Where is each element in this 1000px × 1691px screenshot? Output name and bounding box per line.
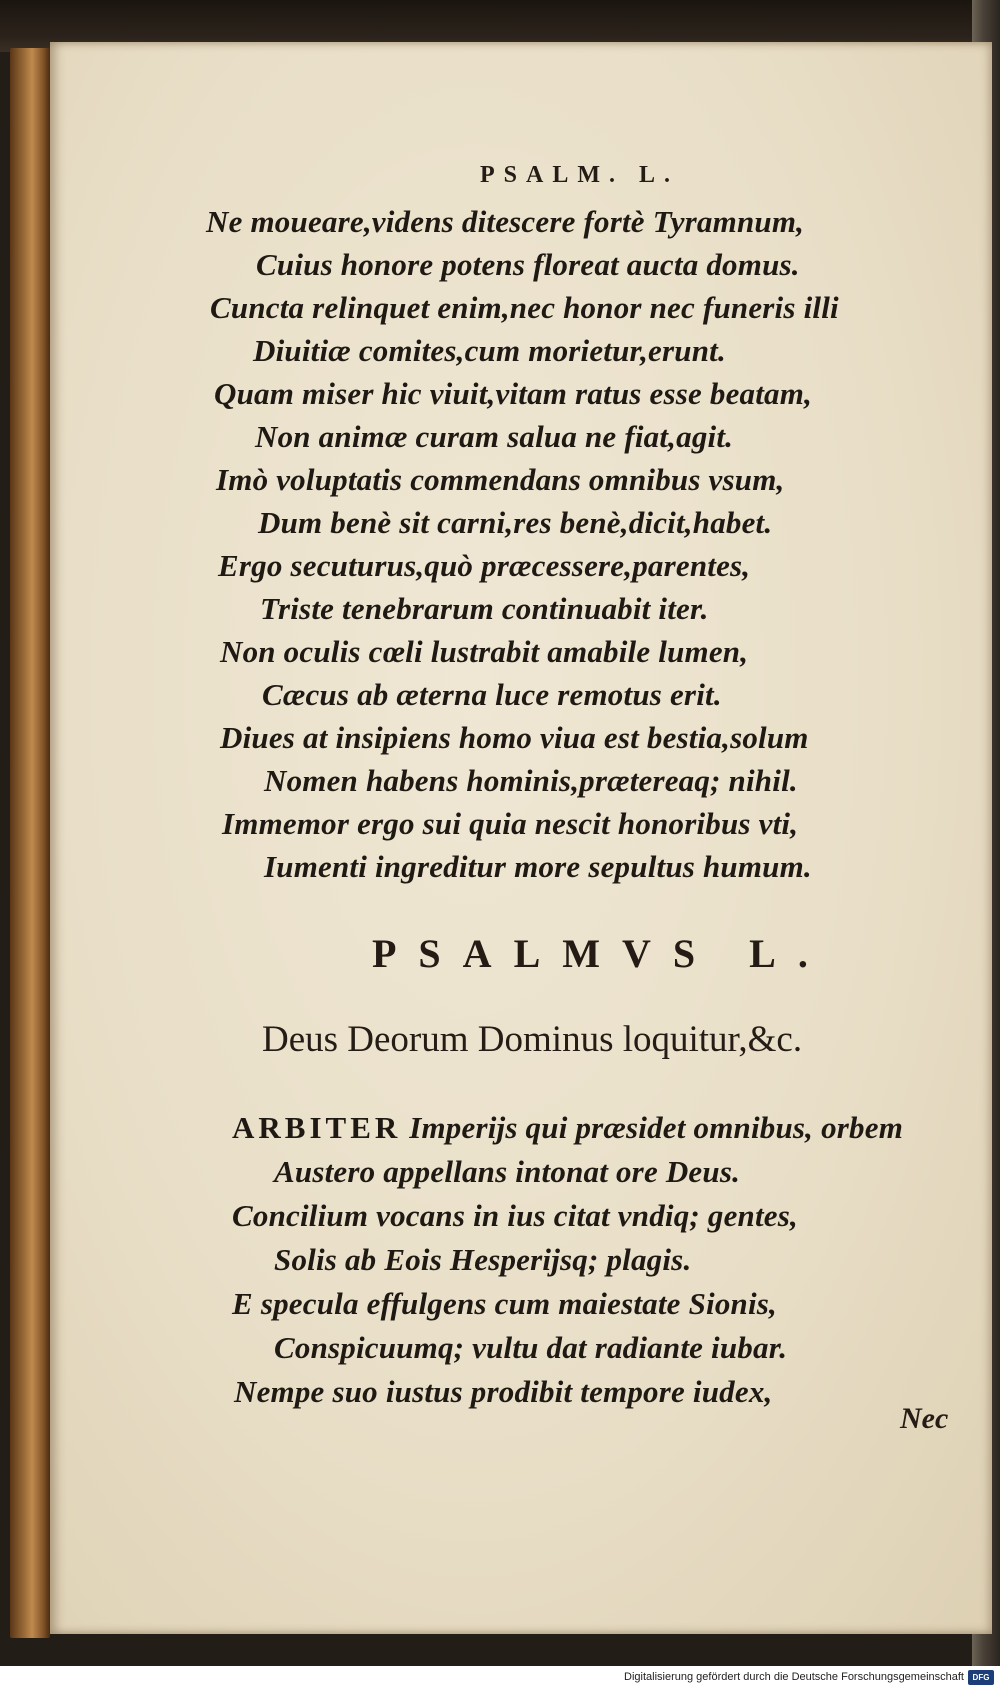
verse-line: Ne moueare,videns ditescere fortè Tyramnum, (206, 204, 805, 239)
initial-word: ARBITER (232, 1110, 402, 1145)
verse-line-rest: Imperijs qui præsidet omnibus, orbem (401, 1110, 904, 1145)
verse-line: Quam miser hic viuit,vitam ratus esse beatam, (214, 376, 813, 411)
verse-line: Cuius honore potens floreat aucta domus. (256, 247, 800, 282)
running-head: PSALM. L. (480, 162, 680, 188)
verse-line: Nempe suo iustus prodibit tempore iudex, (234, 1374, 773, 1409)
verse-line: Cæcus ab æterna luce remotus erit. (262, 677, 722, 712)
book-page (50, 42, 992, 1634)
verse-line: Imò voluptatis commendans omnibus vsum, (216, 462, 785, 497)
dfg-logo: DFG (968, 1670, 994, 1685)
verse-line: Dum benè sit carni,res benè,dicit,habet. (258, 505, 773, 540)
verse-line: Concilium vocans in ius citat vndiq; gentes, (232, 1198, 798, 1233)
verse-line: Solis ab Eois Hesperijsq; plagis. (274, 1242, 692, 1277)
verse-line-first (232, 1110, 903, 1146)
verse-line: Cuncta relinquet enim,nec honor nec funeris illi (210, 290, 839, 325)
verse-line: E specula effulgens cum maiestate Sionis, (232, 1286, 777, 1321)
verse-line: Diuitiæ comites,cum morietur,erunt. (253, 333, 726, 368)
verse-line: Ergo secuturus,quò præcessere,parentes, (218, 548, 751, 583)
verse-line: Iumenti ingreditur more sepultus humum. (264, 849, 812, 884)
incipit: Deus Deorum Dominus loquitur,&c. (262, 1019, 803, 1060)
book-page-edges (10, 48, 50, 1638)
catchword: Nec (900, 1402, 949, 1435)
verse-line: Nomen habens hominis,prætereaq; nihil. (264, 763, 798, 798)
verse-line: Diues at insipiens homo viua est bestia,solum (220, 720, 809, 755)
verse-line: Austero appellans intonat ore Deus. (274, 1154, 741, 1189)
dfg-credit: Digitalisierung gefördert durch die Deutsche Forschungsgemeinschaft (624, 1671, 964, 1683)
verse-line: Non animæ curam salua ne fiat,agit. (255, 419, 734, 454)
psalm-title: PSALMVS L. (372, 931, 830, 976)
verse-line: Triste tenebrarum continuabit iter. (260, 591, 709, 626)
verse-line: Conspicuumq; vultu dat radiante iubar. (274, 1330, 788, 1365)
verse-line: Non oculis cœli lustrabit amabile lumen, (220, 634, 749, 669)
verse-line: Immemor ergo sui quia nescit honoribus vti, (222, 806, 799, 841)
